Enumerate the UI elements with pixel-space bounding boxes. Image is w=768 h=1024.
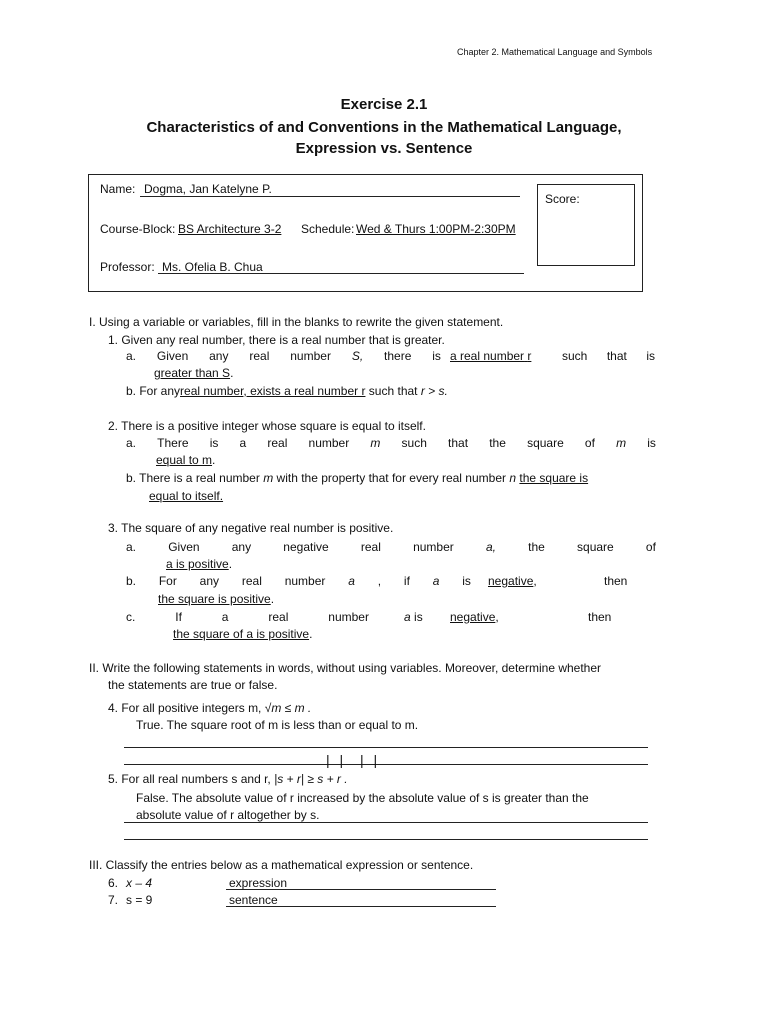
- q3b-word: if: [403, 574, 410, 588]
- section2-heading-2: the statements are true or false.: [108, 678, 278, 692]
- q1b-answer: real number, exists a real number r: [180, 384, 366, 398]
- q2b-answer: the square is: [519, 471, 589, 485]
- chapter-header: Chapter 2. Mathematical Language and Symbols: [457, 47, 653, 57]
- q3a-word: a.: [126, 540, 137, 554]
- q1a-word: is: [646, 349, 655, 363]
- professor-underline: [158, 273, 524, 274]
- schedule-label: Schedule:: [301, 222, 355, 236]
- q2b-line: b. There is a real number m with the property that for every real number n the square is: [126, 471, 589, 485]
- q3c-answer: negative,: [450, 610, 499, 624]
- q6-answer: expression: [229, 876, 288, 890]
- question-4: 4. For all positive integers m, √m ≤ m .: [108, 701, 312, 715]
- q3a-word: negative: [283, 540, 329, 554]
- professor-value: Ms. Ofelia B. Chua: [162, 260, 263, 274]
- q1a-word: S,: [351, 349, 364, 363]
- q3c-word: c.: [126, 610, 136, 624]
- q2a-word: is: [647, 436, 656, 450]
- q3b-line: [126, 574, 471, 588]
- q2a-word: There: [157, 436, 189, 450]
- q3a-word: any: [231, 540, 252, 554]
- q3c-then: then: [588, 610, 612, 624]
- q2a-line: [126, 436, 656, 450]
- q4-answer-line-2: [124, 764, 648, 765]
- section2-heading: II. Write the following statements in words, without using variables. Moreover, determine whether: [89, 661, 602, 675]
- stray-bars-icon: | | | |: [326, 752, 381, 768]
- q2a-word: such: [401, 436, 427, 450]
- name-value: Dogma, Jan Katelyne P.: [144, 182, 272, 196]
- q3b-word: real: [241, 574, 262, 588]
- q3b-word: a: [348, 574, 355, 588]
- q4-answer-line: [124, 747, 648, 748]
- q1a-answer: a real number r: [450, 349, 532, 363]
- score-label: Score:: [545, 192, 580, 206]
- q3c-answer-line2: the square of a is positive.: [173, 627, 313, 641]
- q6-expression: x – 4: [126, 876, 153, 890]
- professor-label: Professor:: [100, 260, 155, 274]
- q3b-word: is: [462, 574, 471, 588]
- question-1: 1. Given any real number, there is a real number that is greater.: [108, 333, 445, 347]
- q2a-word: that: [448, 436, 469, 450]
- q2a-word: number: [308, 436, 350, 450]
- q1a-word: a.: [126, 349, 137, 363]
- course-value: BS Architecture 3-2: [178, 222, 282, 236]
- q2a-word: m: [616, 436, 627, 450]
- exercise-subtitle: Characteristics of and Conventions in the Mathematical Language,: [146, 119, 622, 136]
- q5-answer-line-2: [124, 839, 648, 840]
- q2a-word: a.: [126, 436, 137, 450]
- q3a-word: Given: [168, 540, 200, 554]
- q1a-word: is: [432, 349, 441, 363]
- q2a-word: is: [209, 436, 219, 450]
- q2a-word: square: [527, 436, 564, 450]
- q2a-word: the: [489, 436, 506, 450]
- q3a-answer: a is positive.: [166, 557, 233, 571]
- q3b-word: any: [199, 574, 220, 588]
- q3a-word: number: [413, 540, 454, 554]
- q7-answer: sentence: [229, 893, 278, 907]
- exercise-title: Exercise 2.1: [340, 96, 428, 113]
- q2a-answer: equal to m.: [156, 453, 216, 467]
- q1a-line: [126, 349, 441, 363]
- q3b-answer: negative,: [488, 574, 537, 588]
- question-5: 5. For all real numbers s and r, |s + r| ≥ s + r .: [108, 772, 348, 786]
- q3c-word: a: [221, 610, 229, 624]
- q3b-word: b.: [126, 574, 137, 588]
- question-3: 3. The square of any negative real number is positive.: [108, 521, 394, 535]
- q3c-word: If: [175, 610, 182, 624]
- q1a-word: Given: [156, 349, 189, 363]
- q3a-word: square: [577, 540, 614, 554]
- q3b-then: then: [604, 574, 628, 588]
- q4-answer: True. The square root of m is less than or equal to m.: [136, 718, 419, 732]
- q5-math: |s + r| ≥ s + r .: [274, 772, 348, 786]
- exercise-subtitle-2: Expression vs. Sentence: [295, 140, 473, 157]
- q2a-word: m: [370, 436, 381, 450]
- schedule-value: Wed & Thurs 1:00PM-2:30PM: [356, 222, 516, 236]
- q1a-answer-line2: greater than S.: [154, 366, 234, 380]
- q6-answer-line: [226, 889, 496, 890]
- q3b-word: number: [284, 574, 326, 588]
- q1a-word: any: [209, 349, 229, 363]
- q1a-word: such: [562, 349, 588, 363]
- q3a-word: real: [360, 540, 381, 554]
- q6-label: 6.: [108, 876, 119, 890]
- q3a-word: the: [528, 540, 545, 554]
- q3c-line: [126, 610, 369, 624]
- q3b-word: For: [158, 574, 177, 588]
- q5-answer-line2: absolute value of r altogether by s.: [136, 808, 320, 822]
- name-label: Name:: [100, 182, 136, 196]
- q1a-word: that: [606, 349, 627, 363]
- name-underline: [140, 196, 520, 197]
- question-2: 2. There is a positive integer whose square is equal to itself.: [108, 419, 426, 433]
- q4-math: √m ≤ m .: [264, 701, 312, 715]
- q1a-word: real: [249, 349, 270, 363]
- q3c-variable: a is: [404, 610, 423, 624]
- q2b-answer-line2: equal to itself.: [149, 489, 224, 503]
- q1a-tail: [562, 349, 655, 363]
- q7-label: 7.: [108, 893, 119, 907]
- q3b-word: ,: [377, 574, 382, 588]
- q1a-word: number: [290, 349, 331, 363]
- q1b-line: b. For anyreal number, exists a real number r such that r > s.: [126, 384, 448, 398]
- section3-heading: III. Classify the entries below as a mathematical expression or sentence.: [89, 858, 474, 872]
- q1a-word: there: [384, 349, 412, 363]
- q2a-word: of: [584, 436, 595, 450]
- q3a-word: a,: [485, 540, 496, 554]
- course-label: Course-Block:: [100, 222, 176, 236]
- section1-heading: I. Using a variable or variables, fill in the blanks to rewrite the given statement.: [89, 315, 504, 329]
- q3b-answer-line2: the square is positive.: [158, 592, 275, 606]
- q3c-word: number: [328, 610, 369, 624]
- q2a-word: a: [239, 436, 247, 450]
- q5-answer: False. The absolute value of r increased by the absolute value of s is greater than the: [136, 791, 589, 805]
- q2a-word: real: [267, 436, 288, 450]
- q5-answer-line: [124, 822, 648, 823]
- q3c-word: real: [268, 610, 289, 624]
- q3a-word: of: [645, 540, 656, 554]
- q7-answer-line: [226, 906, 496, 907]
- q3b-word: a: [432, 574, 440, 588]
- q7-expression: s = 9: [126, 893, 153, 907]
- q3a-line: [126, 540, 656, 554]
